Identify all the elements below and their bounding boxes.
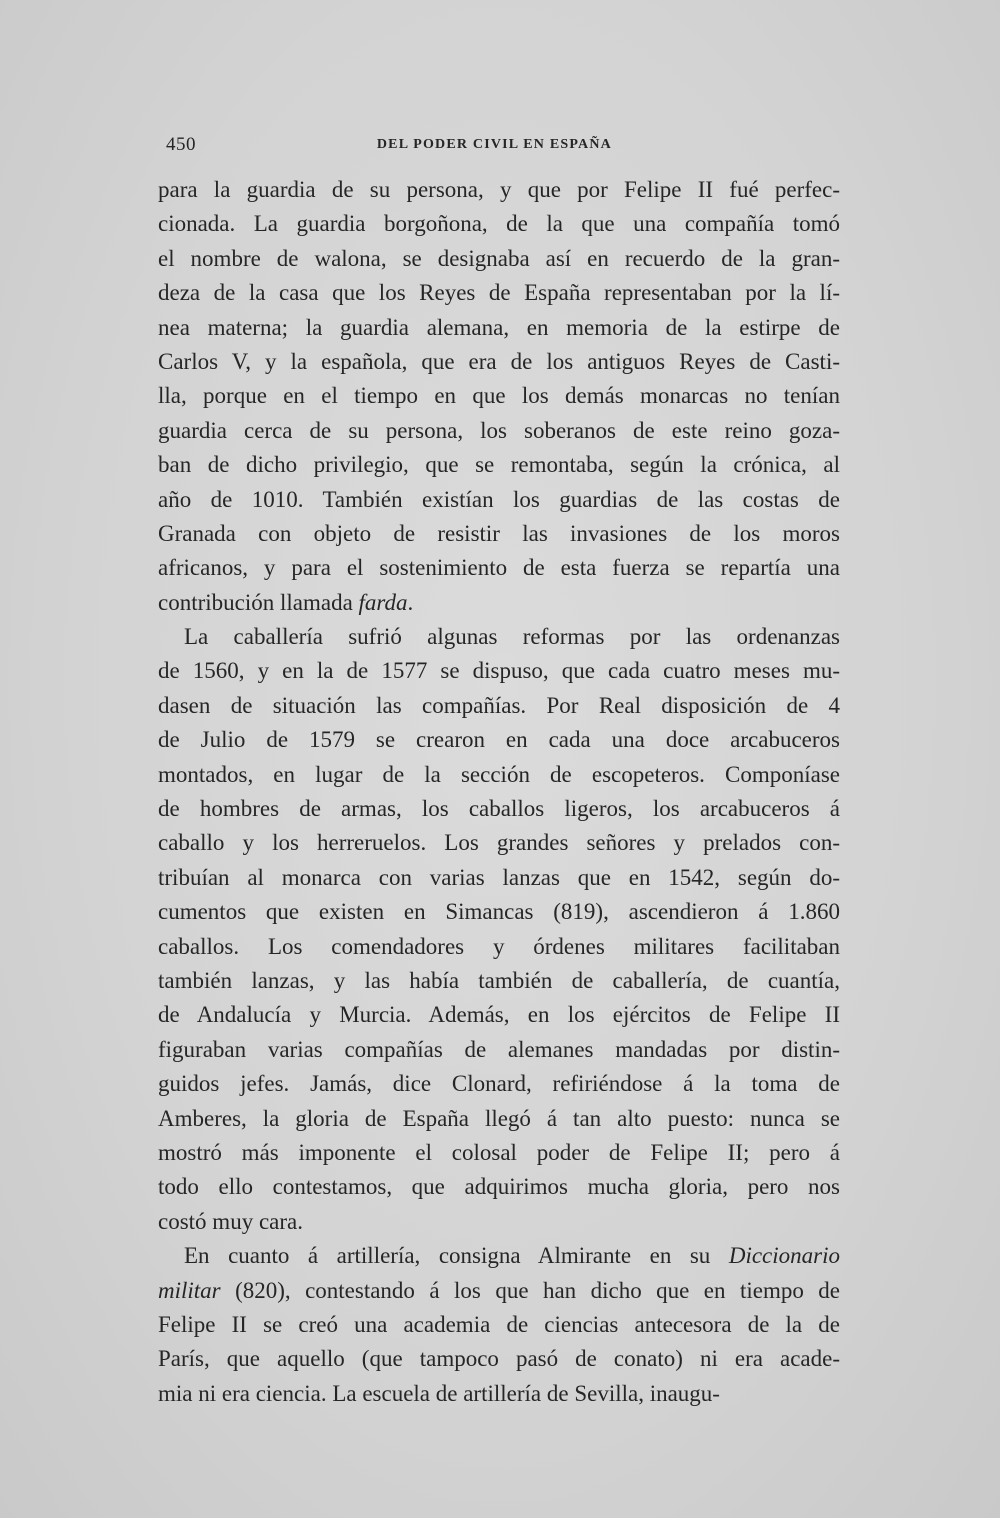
line-text: de 1560, y en la de 1577 se dispuso, que cada cuatro meses mu- [158, 658, 840, 684]
line-text: nea materna; la guardia alemana, en memoria de la estirpe de [158, 314, 840, 340]
text-line [158, 586, 840, 620]
running-title: DEL PODER CIVIL EN ESPAÑA [376, 137, 612, 152]
line-text: caballo y los herreruelos. Los grandes señores y prelados con- [158, 830, 840, 856]
text-line [158, 792, 840, 826]
text-line [158, 930, 840, 964]
text-line [158, 1102, 840, 1136]
line-text: dasen de situación las compañías. Por Real disposición de 4 [158, 692, 840, 718]
line-text: africanos, y para el sostenimiento de esta fuerza se repartía una [158, 555, 840, 581]
line-text: de Andalucía y Murcia. Además, en los ejércitos de Felipe II [158, 1002, 840, 1028]
line-text: contribución llamada [158, 589, 359, 615]
text-line [158, 517, 840, 551]
text-line [158, 1033, 840, 1067]
line-text: Granada con objeto de resistir las invasiones de los moros [158, 520, 840, 546]
text-line [158, 311, 840, 345]
text-line [158, 723, 840, 757]
line-text: mostró más imponente el colosal poder de Felipe II; pero á [158, 1139, 840, 1165]
text-line [158, 998, 840, 1032]
text-line [158, 483, 840, 517]
line-text: lla, porque en el tiempo en que los demás monarcas no tenían [158, 383, 840, 409]
line-text: cumentos que existen en Simancas (819), ascendieron á 1.860 [158, 899, 840, 925]
line-text: montados, en lugar de la sección de escopeteros. Componíase [158, 761, 840, 787]
text-line [158, 551, 840, 585]
line-text: de hombres de armas, los caballos ligeros, los arcabuceros á [158, 796, 840, 822]
text-line [158, 207, 840, 241]
line-text-continued: . [407, 589, 414, 615]
text-line [158, 1342, 840, 1376]
text-line [158, 964, 840, 998]
text-line [158, 861, 840, 895]
text-line [158, 1274, 840, 1308]
text-line [158, 414, 840, 448]
italic-term: militar [158, 1277, 221, 1303]
text-line [158, 895, 840, 929]
line-text: tribuían al monarca con varias lanzas que en 1542, según do- [158, 864, 840, 890]
line-text: La caballería sufrió algunas reformas por las ordenanzas [184, 624, 840, 650]
text-line [158, 1136, 840, 1170]
line-text: caballos. Los comendadores y órdenes militares facilitaban [158, 933, 840, 959]
italic-term: Diccionario [728, 1243, 840, 1269]
text-line [158, 1308, 840, 1342]
line-text: de Julio de 1579 se crearon en cada una doce arcabuceros [158, 727, 840, 753]
line-text: deza de la casa que los Reyes de España representaban por la lí- [158, 280, 840, 306]
text-line [158, 448, 840, 482]
text-line [158, 379, 840, 413]
line-text: figuraban varias compañías de alemanes mandadas por distin- [158, 1036, 840, 1062]
line-text: En cuanto á artillería, consigna Almirante en su [184, 1243, 729, 1269]
text-line [158, 1377, 840, 1411]
text-line [158, 689, 840, 723]
page-number: 450 [166, 134, 196, 155]
text-line [158, 1170, 840, 1204]
line-text: mia ni era ciencia. La escuela de artillería de Sevilla, inaugu- [158, 1380, 720, 1406]
line-text: el nombre de walona, se designaba así en recuerdo de la gran- [158, 245, 840, 271]
line-text: París, que aquello (que tampoco pasó de conato) ni era acade- [158, 1346, 840, 1372]
italic-term: farda [358, 589, 408, 615]
line-text: también lanzas, y las había también de caballería, de cuantía, [158, 967, 840, 993]
line-text: cionada. La guardia borgoñona, de la que una compañía tomó [158, 211, 840, 237]
text-line [158, 1239, 840, 1273]
line-text: Felipe II se creó una academia de ciencias antecesora de la de [158, 1311, 840, 1337]
line-text-continued: (820), contestando á los que han dicho que en tiempo de [220, 1277, 840, 1303]
line-text: Carlos V, y la española, que era de los antiguos Reyes de Casti- [158, 348, 840, 374]
text-line [158, 345, 840, 379]
text-line [158, 1205, 840, 1239]
line-text: costó muy cara. [158, 1208, 303, 1234]
text-line [158, 276, 840, 310]
body-text [158, 173, 840, 1411]
line-text: ban de dicho privilegio, que se remontaba, según la crónica, al [158, 452, 840, 478]
line-text: guardia cerca de su persona, los soberanos de este reino goza- [158, 417, 840, 443]
text-line [158, 1067, 840, 1101]
text-line [158, 173, 840, 207]
text-line [158, 826, 840, 860]
page-header [166, 134, 612, 158]
line-text: Amberes, la gloria de España llegó á tan alto puesto: nunca se [158, 1105, 840, 1131]
text-line [158, 620, 840, 654]
text-line [158, 242, 840, 276]
text-line [158, 654, 840, 688]
line-text: todo ello contestamos, que adquirimos mucha gloria, pero nos [158, 1174, 840, 1200]
line-text: guidos jefes. Jamás, dice Clonard, refiriéndose á la toma de [158, 1071, 840, 1097]
line-text: para la guardia de su persona, y que por Felipe II fué perfec- [158, 177, 840, 202]
text-line [158, 758, 840, 792]
line-text: año de 1010. También existían los guardias de las costas de [158, 486, 840, 512]
